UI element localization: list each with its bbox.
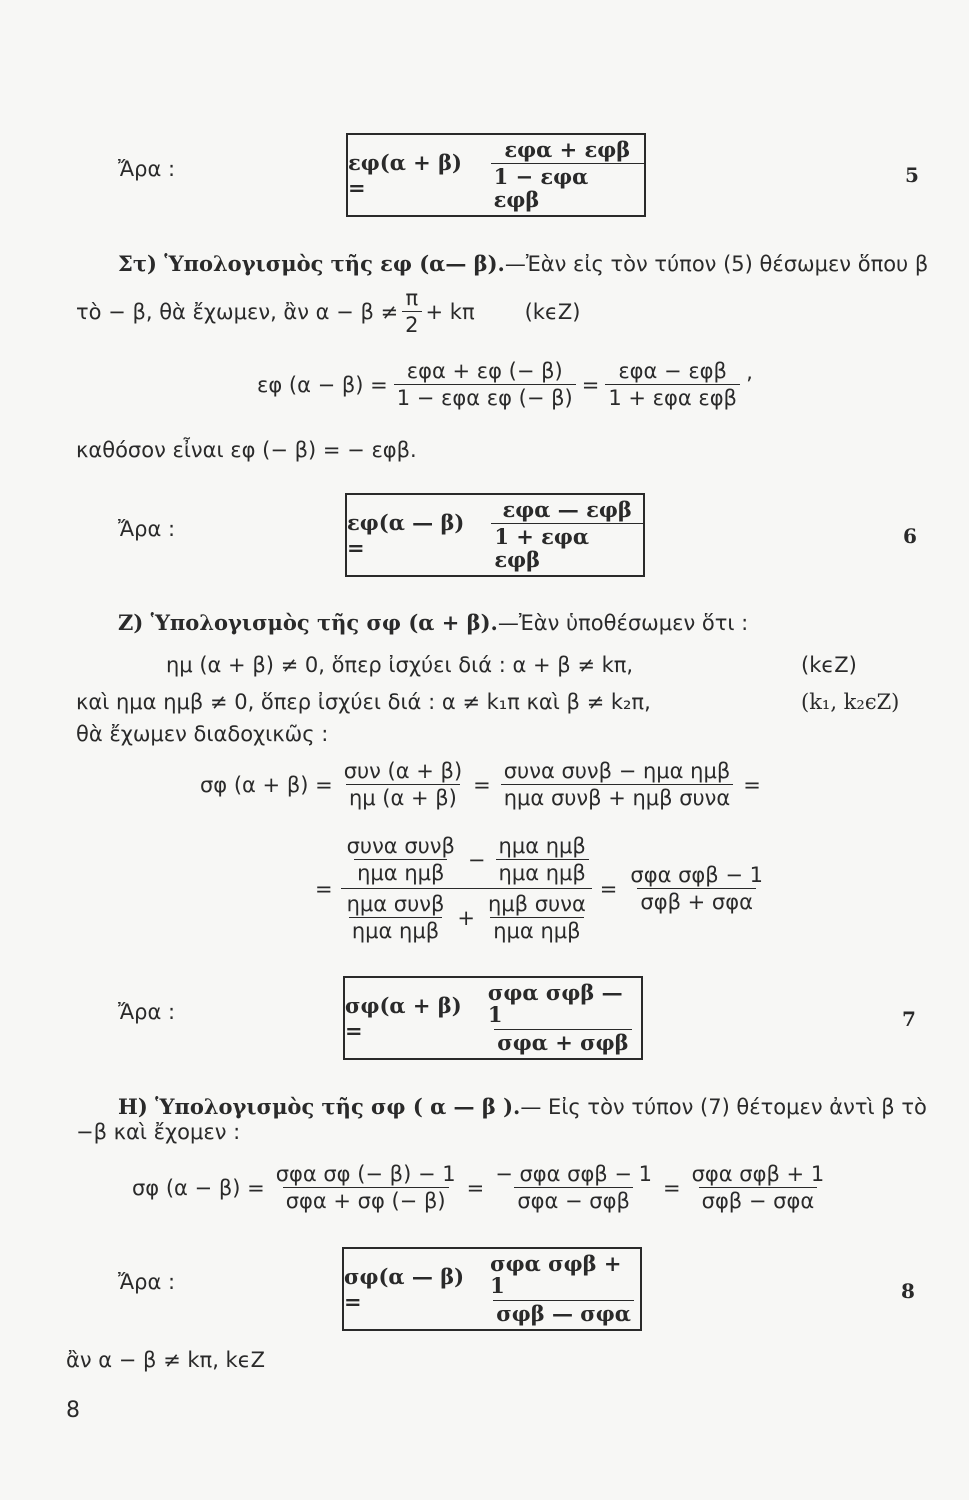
formula-5-denominator: 1 − εφα εφβ	[491, 163, 644, 210]
h-eq-num-2: − σφα σφβ − 1	[495, 1162, 653, 1186]
formula-5-fraction	[491, 139, 644, 210]
z-eq2-a-den: ημα ημβ	[354, 859, 447, 884]
section-st-text: —Ἐὰν εἰς τὸν τύπον (5) θέσωμεν ὅπου β	[504, 252, 929, 276]
section-z-line-1: ημ (α + β) ≠ 0, ὅπερ ἰσχύει διά : α + β ≠ kπ,	[166, 653, 634, 677]
formula-8-lhs: σφ(α — β) =	[344, 1263, 465, 1314]
section-z-line-2-domain: (k₁, k₂ϵZ)	[801, 690, 900, 714]
section-st-equation	[257, 360, 753, 409]
z-eq2-c-num: ημα συνβ	[346, 892, 445, 917]
st-eq-lhs: εφ (α − β) =	[257, 372, 388, 397]
formula-7-lhs: σφ(α + β) =	[345, 992, 462, 1043]
z-eq2-result-fraction	[627, 864, 766, 913]
z-eq1-num-2: συνα συνβ − ημα ημβ	[503, 759, 731, 783]
formula-6-lhs: εφ(α — β) =	[347, 509, 465, 560]
z-eq2-b-num: ημα ημβ	[498, 834, 586, 858]
formula-8-numerator: σφα σφβ + 1	[490, 1251, 622, 1299]
z-eq2-equals-2: =	[599, 876, 618, 901]
st-eq-fraction-1	[394, 360, 576, 409]
final-condition: ἂν α − β ≠ kπ, kϵZ	[66, 1348, 266, 1372]
st-eq-num-2: εφα − εφβ	[618, 359, 727, 383]
h-eq-den-2: σφα − σφβ	[514, 1187, 633, 1212]
z-eq2-big-fraction	[341, 835, 592, 942]
z-eq2-frac-a	[344, 835, 458, 884]
section-z-title: Ζ) Ὑπολογισμὸς τῆς σφ (α + β).	[118, 610, 498, 635]
formula-7-fraction	[485, 982, 641, 1053]
section-z-line-3: θὰ ἔχωμεν διαδοχικῶς :	[76, 722, 329, 746]
h-eq-fraction-1	[273, 1163, 459, 1212]
z-eq2-big-denominator	[341, 888, 592, 942]
z-eq1-equals-end: =	[743, 772, 761, 797]
h-eq-num-1: σφα σφ (− β) − 1	[275, 1162, 456, 1186]
st-eq-comma: ’	[745, 372, 753, 397]
pi-numerator: π	[405, 286, 419, 310]
z-eq1-fraction-1	[341, 760, 465, 809]
formula-5-lhs: εφ(α + β) =	[348, 149, 462, 200]
z-eq2-result-num: σφα σφβ − 1	[630, 863, 763, 888]
z-eq1-den-1: ημ (α + β)	[346, 784, 460, 809]
formula-7-numerator: σφα σφβ — 1	[487, 980, 623, 1028]
section-st-condition-line	[76, 287, 580, 336]
h-eq-lhs: σφ (α − β) =	[132, 1175, 265, 1200]
section-z-equation-2	[315, 835, 766, 942]
h-eq-den-3: σφβ − σφα	[699, 1187, 818, 1212]
z-eq1-equals: =	[473, 772, 491, 797]
formula-7-denominator: σφα + σφβ	[494, 1029, 631, 1054]
z-eq2-result-den: σφβ + σφα	[637, 888, 756, 913]
section-st-kpi: + kπ	[425, 299, 475, 324]
equation-number-7: 7	[902, 1007, 916, 1031]
z-eq2-minus: −	[467, 847, 486, 872]
formula-8-denominator: σφβ — σφα	[493, 1300, 634, 1325]
section-h-heading-line	[118, 1094, 927, 1119]
formula-6-numerator: εφα — εφβ	[502, 497, 632, 523]
ara-label: Ἄρα :	[118, 517, 176, 541]
h-eq-equals-2: =	[663, 1175, 681, 1200]
ara-label: Ἄρα :	[118, 1270, 176, 1294]
z-eq2-big-numerator	[341, 835, 592, 888]
section-z-line-1-domain: (kϵZ)	[801, 653, 857, 677]
z-eq2-equals: =	[315, 876, 333, 901]
section-h-title: Η) Ὑπολογισμὸς τῆς σφ ( α — β ).	[118, 1094, 521, 1119]
section-z-heading-line	[118, 610, 748, 635]
equation-number-5: 5	[905, 163, 919, 187]
section-st-since: καθόσον εἶναι εφ (− β) = − εφβ.	[76, 438, 417, 462]
z-eq2-a-num: συνα συνβ	[346, 834, 455, 858]
st-eq-den-1: 1 − εφα εφ (− β)	[394, 384, 576, 409]
section-z-line-2: καὶ ημα ημβ ≠ 0, ὅπερ ἰσχύει διά : α ≠ k₁π καὶ β ≠ k₂π,	[76, 690, 651, 714]
formula-6-denominator: 1 + εφα εφβ	[491, 523, 643, 570]
section-z-equation-1	[200, 760, 761, 809]
formula-6-box	[345, 493, 645, 577]
equation-number-6: 6	[903, 524, 917, 548]
ara-label: Ἄρα :	[118, 1000, 176, 1024]
pi-over-2-fraction	[402, 287, 421, 336]
h-eq-fraction-2	[492, 1163, 655, 1212]
two-denominator: 2	[402, 311, 421, 336]
z-eq1-num-1: συν (α + β)	[343, 759, 463, 783]
formula-5-box	[346, 133, 646, 217]
z-eq2-d-num: ημβ συνα	[488, 892, 586, 917]
equation-number-8: 8	[901, 1279, 915, 1303]
formula-8-box	[342, 1247, 642, 1331]
formula-5-numerator: εφα + εφβ	[504, 137, 631, 163]
section-st-heading-line	[118, 251, 928, 276]
st-eq-fraction-2	[605, 360, 740, 409]
page-number: 8	[66, 1398, 80, 1423]
h-eq-equals-1: =	[466, 1175, 485, 1200]
formula-6-fraction	[491, 499, 643, 570]
h-eq-den-1: σφα + σφ (− β)	[283, 1187, 449, 1212]
z-eq1-den-2: ημα συνβ + ημβ συνα	[501, 784, 734, 809]
z-eq1-fraction-2	[501, 760, 734, 809]
h-eq-num-3: σφα σφβ + 1	[691, 1162, 825, 1186]
h-eq-fraction-3	[689, 1163, 828, 1212]
z-eq2-frac-b	[496, 835, 589, 884]
section-st-title: Στ) Ὑπολογισμὸς τῆς εφ (α— β).	[118, 251, 505, 276]
formula-8-fraction	[487, 1253, 640, 1324]
section-st-kz: (kϵZ)	[524, 299, 581, 324]
st-eq-den-2: 1 + εφα εφβ	[605, 384, 740, 409]
z-eq1-lhs: σφ (α + β) =	[200, 772, 333, 797]
st-eq-num-1: εφα + εφ (− β)	[406, 359, 563, 383]
st-eq-equals: =	[581, 372, 600, 397]
z-eq2-c-den: ημα ημβ	[349, 917, 442, 942]
section-h-line-2: −β καὶ ἔχομεν :	[76, 1120, 241, 1144]
ara-label: Ἄρα :	[118, 157, 176, 181]
z-eq2-plus: +	[457, 905, 475, 930]
formula-7-box	[343, 976, 643, 1060]
section-h-text: — Εἰς τὸν τύπον (7) θέτομεν ἀντὶ β τὸ	[520, 1095, 927, 1119]
z-eq2-d-den: ημα ημβ	[490, 917, 583, 942]
section-st-condition-text: τὸ − β, θὰ ἔχωμεν, ἂν α − β ≠	[76, 299, 399, 324]
z-eq2-frac-d	[485, 893, 589, 942]
z-eq2-frac-c	[344, 893, 448, 942]
z-eq2-b-den: ημα ημβ	[496, 859, 589, 884]
section-z-text: —Ἐὰν ὑποθέσωμεν ὅτι :	[497, 611, 749, 635]
section-h-equation	[132, 1163, 827, 1212]
